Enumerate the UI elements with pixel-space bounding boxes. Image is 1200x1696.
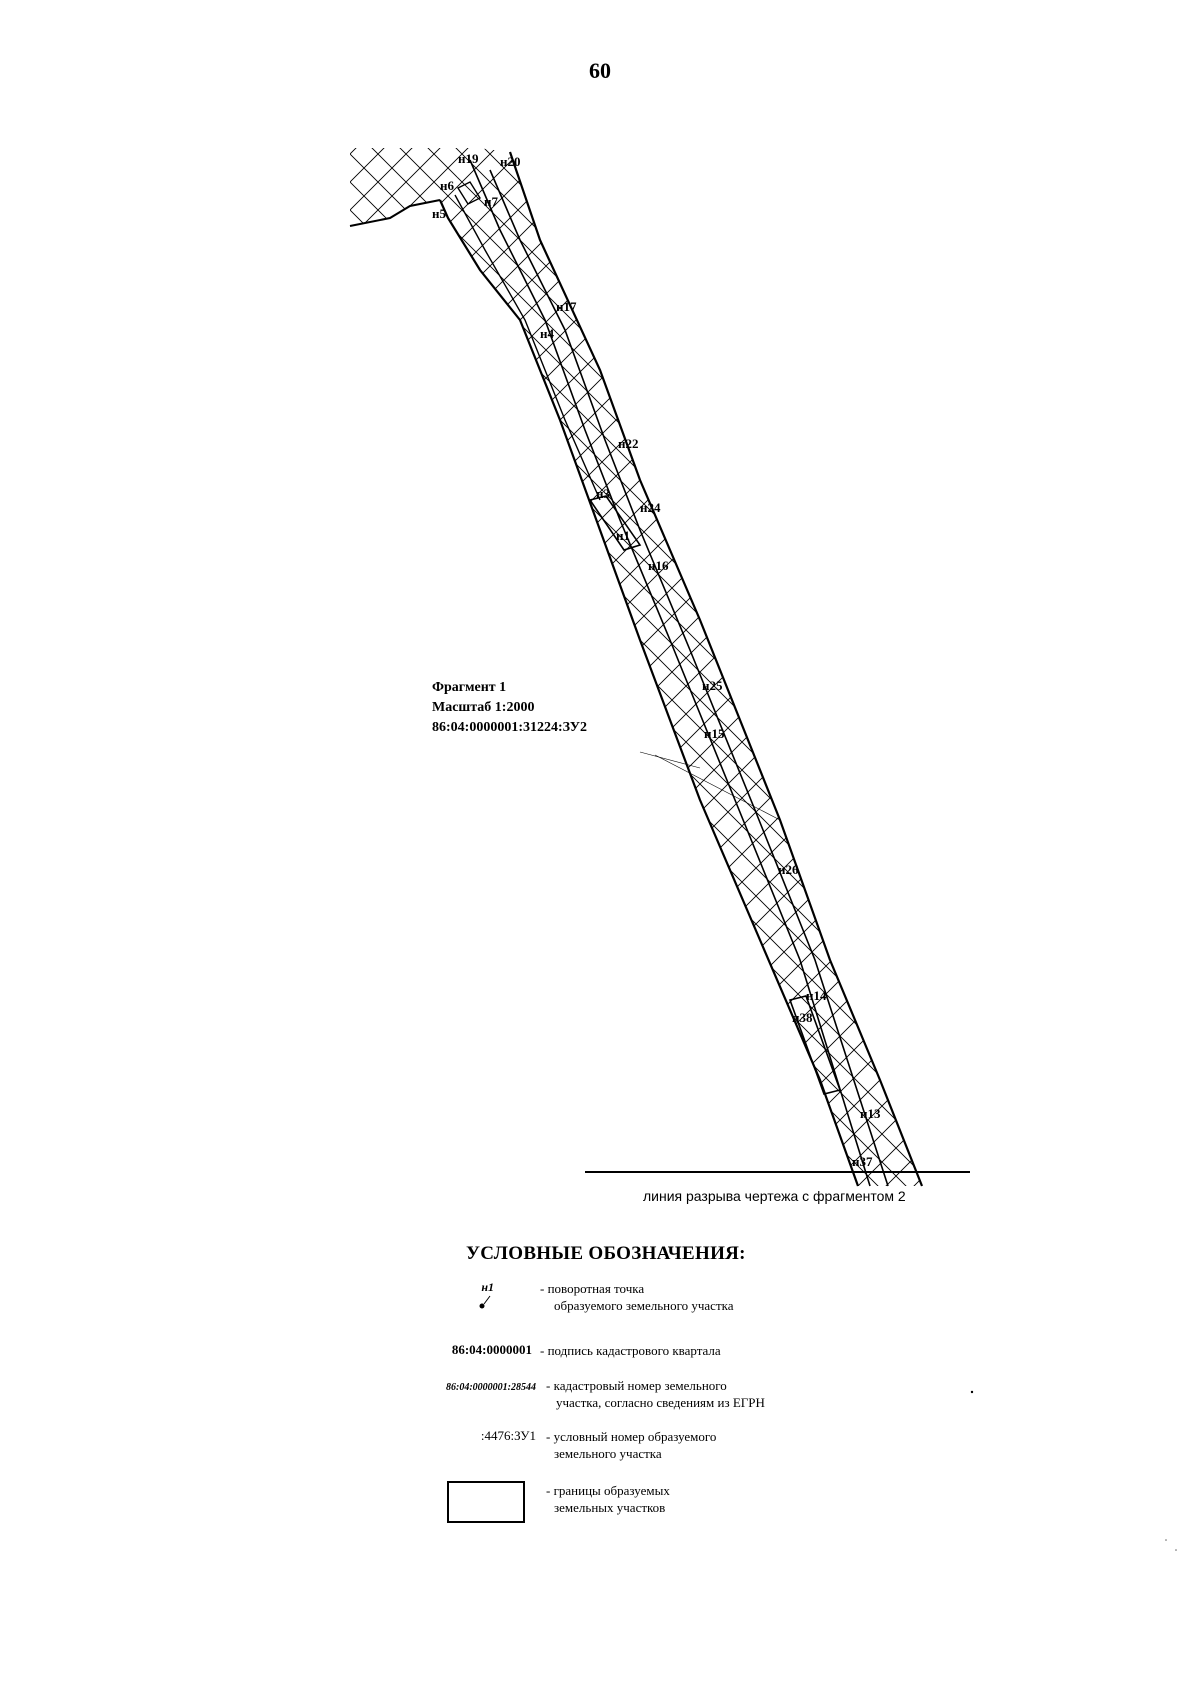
point-label: н38 (792, 1010, 813, 1025)
point-label: н20 (500, 154, 521, 169)
legend-text-cadastral-number (546, 1377, 765, 1411)
point-label: н6 (440, 178, 454, 193)
legend-line: земельных участков (554, 1500, 666, 1515)
legend-symbol-turning-point: н1 (481, 1280, 494, 1294)
legend-line: - условный номер образуемого (546, 1429, 717, 1444)
legend-line: участка, согласно сведениям из ЕГРН (556, 1395, 765, 1410)
legend-line: образуемого земельного участка (554, 1298, 734, 1313)
fragment-title: Фрагмент 1 (432, 680, 507, 695)
fragment-parcel-number: 86:04:0000001:31224:ЗУ2 (432, 720, 587, 735)
fragment-scale: Масштаб 1:2000 (432, 700, 535, 715)
point-label: н13 (860, 1106, 881, 1121)
legend-line: - границы образуемых (546, 1483, 670, 1498)
point-label: н15 (704, 726, 725, 741)
point-label: н37 (852, 1154, 873, 1169)
point-label: н26 (778, 862, 799, 877)
legend-line: - подпись кадастрового квартала (540, 1343, 721, 1358)
point-label: н5 (432, 206, 446, 221)
legend-text-cadastral-quarter (540, 1342, 721, 1359)
point-label: н1 (616, 528, 630, 543)
legend-text-conditional-number (546, 1428, 716, 1462)
point-label: н22 (618, 436, 639, 451)
break-line-label: линия разрыва чертежа с фрагментом 2 (643, 1188, 906, 1204)
stray-dot (1175, 1549, 1177, 1551)
legend-line: - кадастровый номер земельного (546, 1378, 727, 1393)
boundary-legend-symbol (448, 1482, 524, 1522)
stray-dot (1165, 1539, 1167, 1541)
legend-line: земельного участка (554, 1446, 662, 1461)
turning-point-marker (480, 1296, 491, 1309)
fragment-caption (432, 678, 587, 738)
page-number: 60 (589, 58, 611, 83)
legend-text-turning-point (540, 1280, 734, 1314)
legend-line: - поворотная точка (540, 1281, 645, 1296)
legend-symbol-cadastral-number: 86:04:0000001:28544 (446, 1382, 536, 1393)
point-label: н7 (484, 194, 498, 209)
point-label: н16 (648, 558, 669, 573)
point-label: н19 (458, 151, 479, 166)
legend-title: УСЛОВНЫЕ ОБОЗНАЧЕНИЯ: (466, 1243, 746, 1264)
legend-symbol-conditional-number: :4476:ЗУ1 (480, 1428, 536, 1443)
point-label: н17 (556, 299, 577, 314)
point-label: н24 (640, 500, 661, 515)
point-label: н4 (540, 326, 554, 341)
point-label: н25 (702, 678, 723, 693)
point-label: н14 (806, 988, 827, 1003)
stray-dot (971, 1391, 973, 1393)
legend-text-boundaries (546, 1482, 670, 1516)
point-label: н3 (596, 486, 610, 501)
legend-symbol-cadastral-quarter: 86:04:0000001 (451, 1342, 532, 1357)
